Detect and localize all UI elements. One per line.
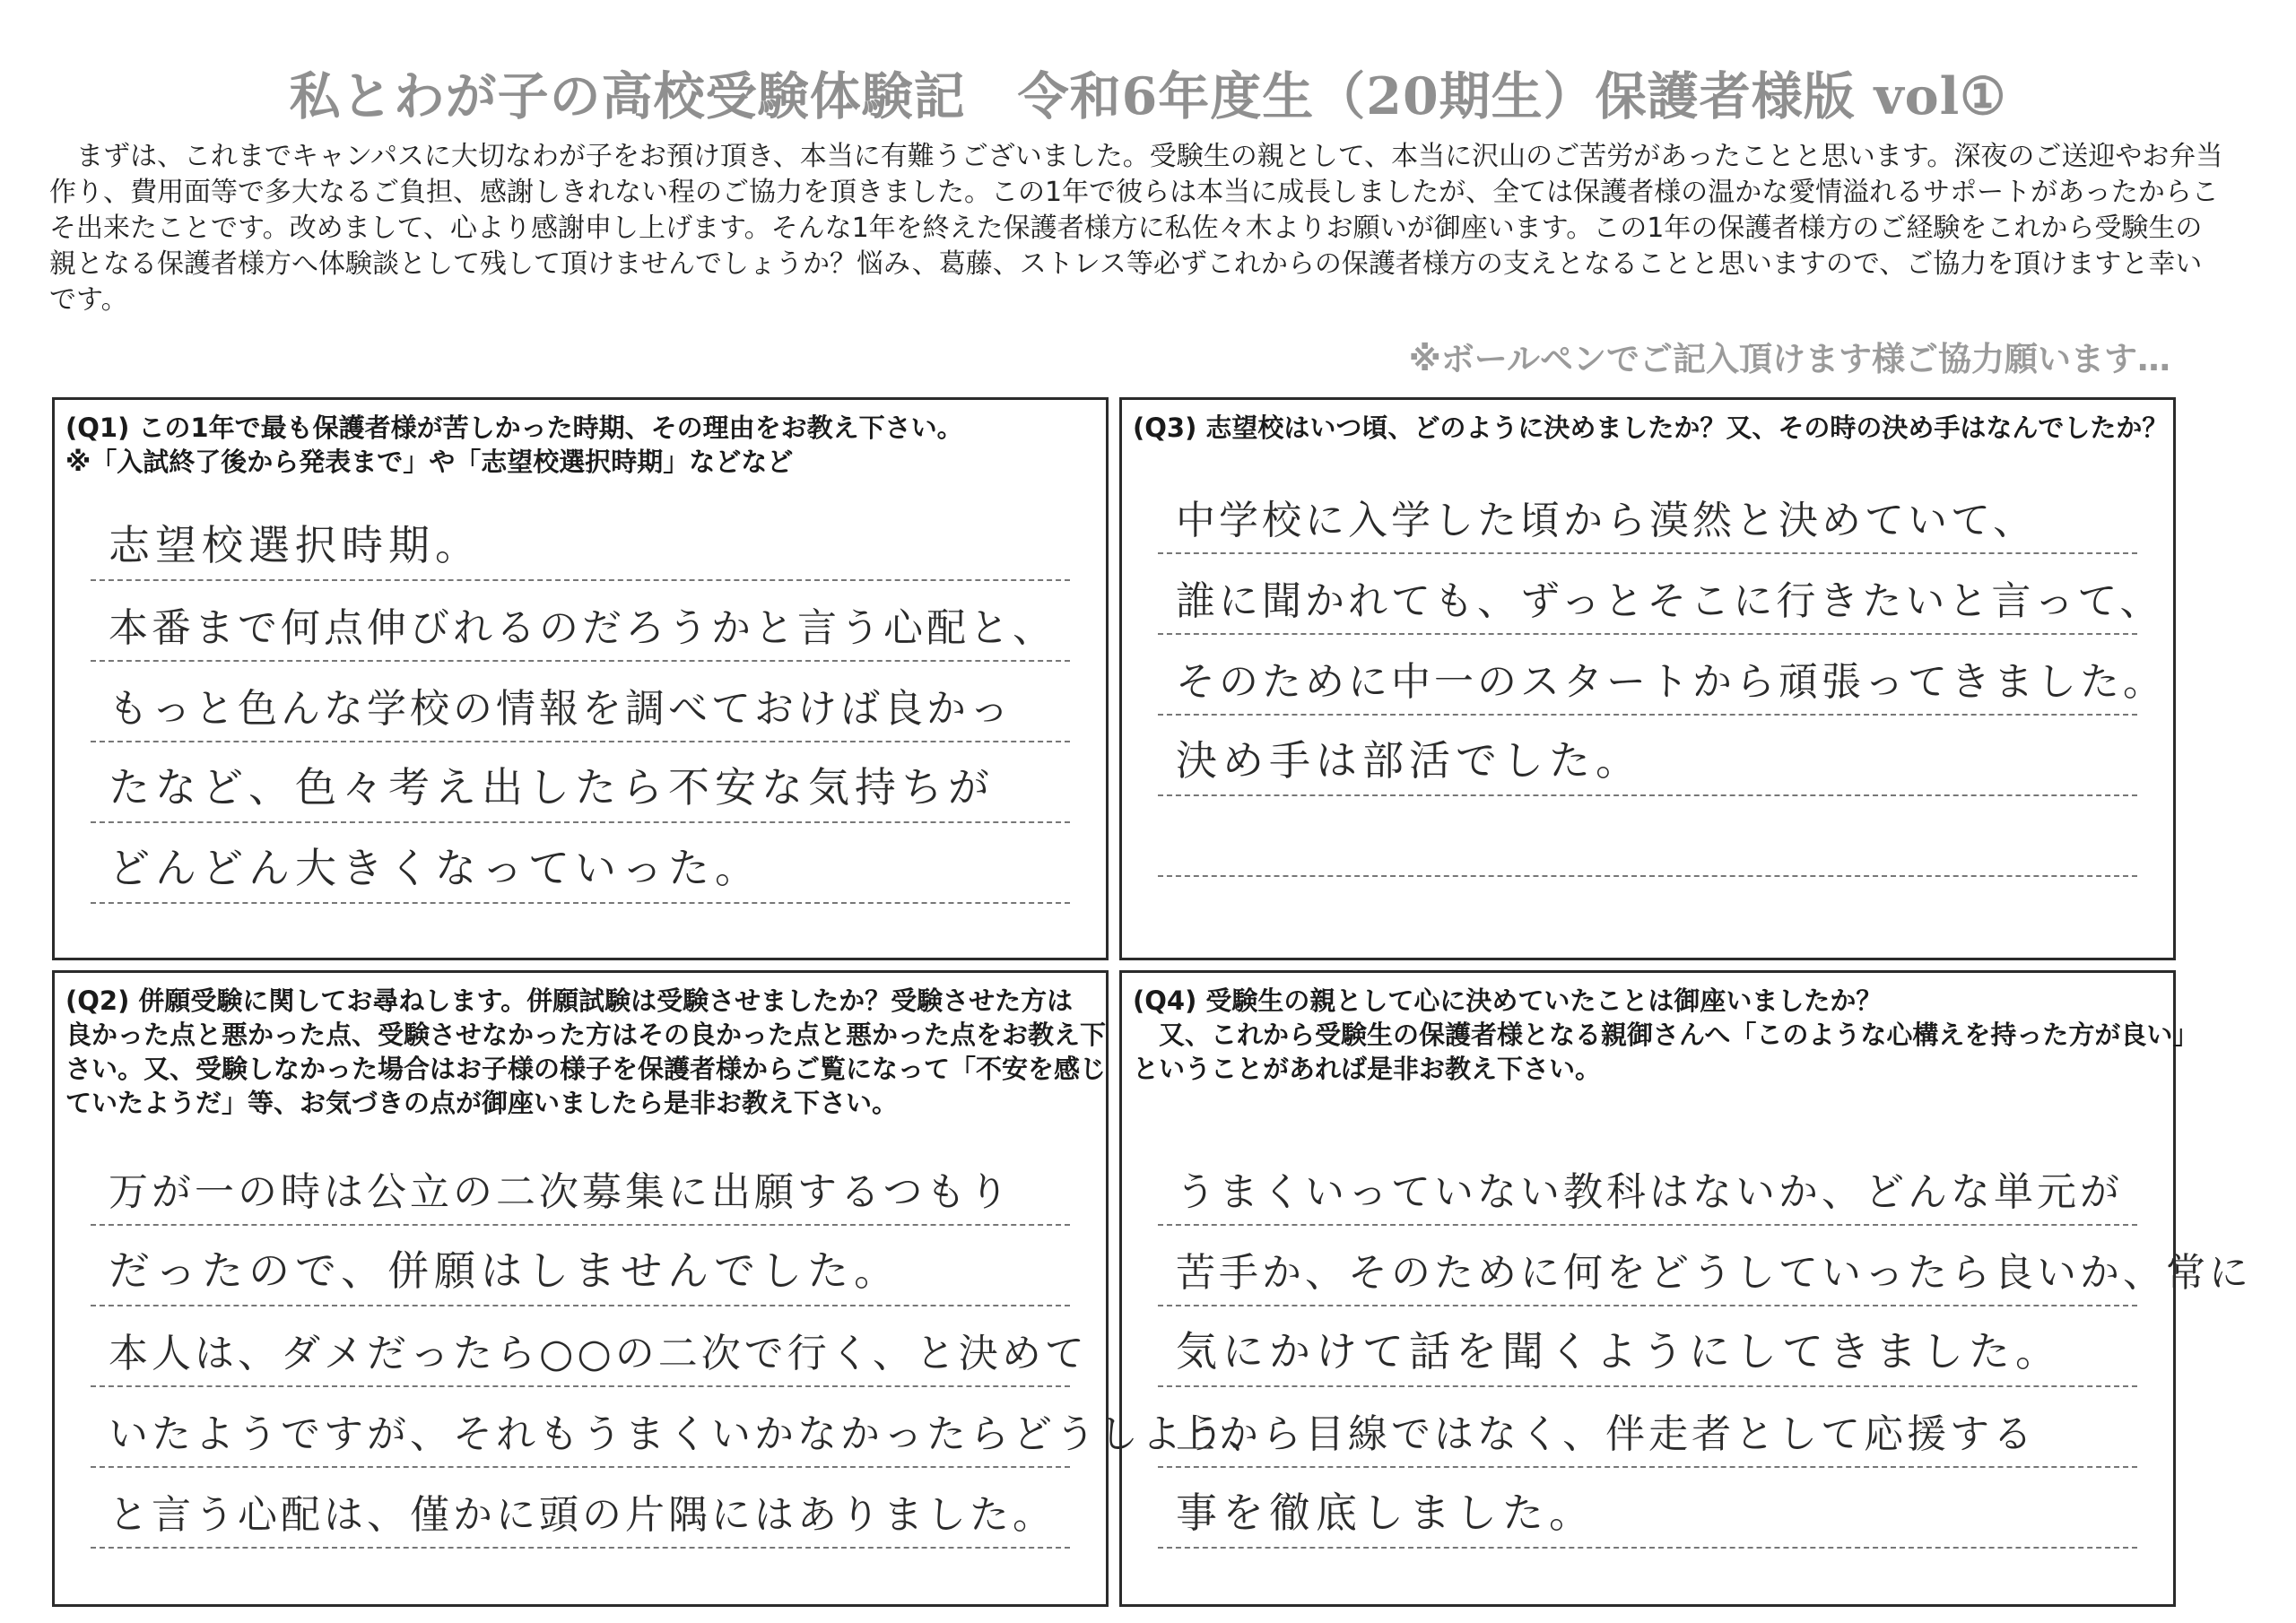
q4-answer-text: 事を徹底しました。: [1176, 1488, 1596, 1537]
q3-question: [1133, 411, 2169, 445]
q1-answer-line: [91, 588, 1070, 662]
q3-box: [1119, 397, 2176, 960]
q3-answer-line: [1158, 723, 2137, 796]
q4-answer-text: うまくいっていない教科はないか、どんな単元が: [1176, 1169, 2123, 1215]
intro-text: まずは、これまでキャンパスに大切なわが子をお預け頂き、本当に有難うございました。受験生の親として、本当に沢山のご苦労があったことと思います。深夜のご送迎やお弁当作り、費用面等で多大なるご負担、感謝しきれない程のご協力を頂きました。この1年で彼らは本当に成長しましたが、全ては保護者様の温かな愛情溢れるサポートがあったからこそ出来たことです。改めまして、心より感謝申し上げます。そんな1年を終えた保護者様方に私佐々木よりお願いが御座います。この1年の保護者様方のご経験をこれから受験生の親となる保護者様方へ体験談として残して頂けませんでしょうか？悩み、葛藤、ストレス等必ずこれからの保護者様方の支えとなることと思いますので、ご協力を頂けますと幸いです。: [49, 141, 2223, 316]
q4-question: [1133, 984, 2199, 1086]
q2-answer-text: と言う心配は、僅かに頭の片隅にはありました。: [109, 1492, 1056, 1538]
q1-question: [65, 411, 1090, 479]
q4-question-line: (Q4) 受験生の親として心に決めていたことは御座いましたか？: [1133, 985, 1883, 1016]
q1-answer-text: もっと色んな学校の情報を調べておけば良かっ: [109, 686, 1013, 732]
q1-answer-text: どんどん大きくなっていった。: [109, 844, 761, 892]
q2-question-line: さい。又、受験しなかった場合はお子様の様子を保護者様からご覧になって「不安を感じ: [65, 1054, 1107, 1084]
q1-answer-text: 志望校選択時期。: [109, 521, 482, 569]
q4-question-line: 又、これから受験生の保護者様となる親御さんへ「このような心構えを持った方が良い」: [1133, 1020, 2199, 1050]
q2-question: [65, 984, 1107, 1120]
q4-answer-line: [1158, 1394, 2137, 1468]
q3-answer-line: [1158, 803, 2137, 877]
q2-answer-line: [91, 1152, 1070, 1226]
q4-answer-line: [1158, 1475, 2137, 1549]
q2-answer-line: [91, 1314, 1088, 1387]
q2-box: [52, 970, 1271, 1607]
q3-question-line: (Q3) 志望校はいつ頃、どのように決めましたか？又、その時の決め手はなんでしたか？: [1133, 412, 2169, 443]
q1-question-line: (Q1) この1年で最も保護者様が苦しかった時期、その理由をお教え下さい。: [65, 412, 963, 443]
q1-answer-line: [91, 669, 1070, 742]
q4-answer-line: [1158, 1314, 2137, 1387]
q2-answer-text: 本人は、ダメだったら○○の二次で行く、と決めて: [109, 1331, 1088, 1376]
q2-answer-text: 万が一の時は公立の二次募集に出願するつもり: [109, 1169, 1013, 1215]
q3-answer-text: 決め手は部活でした。: [1176, 736, 1642, 785]
q2-question-line: (Q2) 併願受験に関してお尋ねします。併願試験は受験させましたか？受験させた方は: [65, 985, 1074, 1016]
q1-box: [52, 397, 1109, 960]
q4-question-line: ということがあれば是非お教え下さい。: [1133, 1054, 1602, 1084]
q1-answer-line: [91, 750, 1070, 823]
ballpoint-note: ※ボールペンでご記入頂けます様ご協力願います…: [1408, 340, 2170, 378]
q4-answer-text: 苦手か、そのために何をどうしていったら良いか、常に: [1176, 1250, 2252, 1296]
q1-answer-line: [91, 830, 1070, 904]
q1-answer-text: たなど、色々考え出したら不安な気持ちが: [109, 763, 995, 812]
q1-answer-text: 本番まで何点伸びれるのだろうかと言う心配と、: [109, 605, 1056, 651]
q4-answer-text: 気にかけて話を聞くようにしてきました。: [1176, 1327, 2062, 1376]
q1-question-line: ※「入試終了後から発表まで」や「志望校選択時期」などなど: [65, 447, 794, 477]
q4-box: [1119, 970, 2252, 1607]
q2-answer-line: [91, 1475, 1070, 1549]
q3-answer-line: [1158, 642, 2166, 716]
q3-answer-text: 中学校に入学した頃から漠然と決めていて、: [1176, 498, 2037, 543]
q4-answer-text: 上から目線ではなく、伴走者として応援する: [1176, 1411, 2037, 1457]
q2-answer-line: [91, 1394, 1271, 1468]
q3-answer-text: 誰に聞かれても、ずっとそこに行きたいと言って、: [1176, 578, 2163, 624]
q2-answer-text: だったので、併願はしませんでした。: [109, 1246, 901, 1295]
q2-question-line: ていたようだ」等、お気づきの点が御座いましたら是非お教え下さい。: [65, 1088, 899, 1118]
q2-answer-text: いたようですが、それもうまくいかなかったらどうしよう、: [109, 1411, 1271, 1457]
page-title: 私とわが子の高校受験体験記 令和6年度生（20期生）保護者様版 vol①: [289, 66, 2007, 126]
q3-answer-text: そのために中一のスタートから頑張ってきました。: [1176, 659, 2166, 705]
q3-answer-line: [1158, 481, 2137, 554]
q4-answer-line: [1158, 1233, 2252, 1306]
q1-answer-line: [91, 508, 1070, 581]
q4-answer-line: [1158, 1152, 2137, 1226]
q2-question-line: 良かった点と悪かった点、受験させなかった方はその良かった点と悪かった点をお教え下: [65, 1020, 1107, 1050]
q3-answer-line: [1158, 561, 2163, 635]
q2-answer-line: [91, 1233, 1070, 1306]
